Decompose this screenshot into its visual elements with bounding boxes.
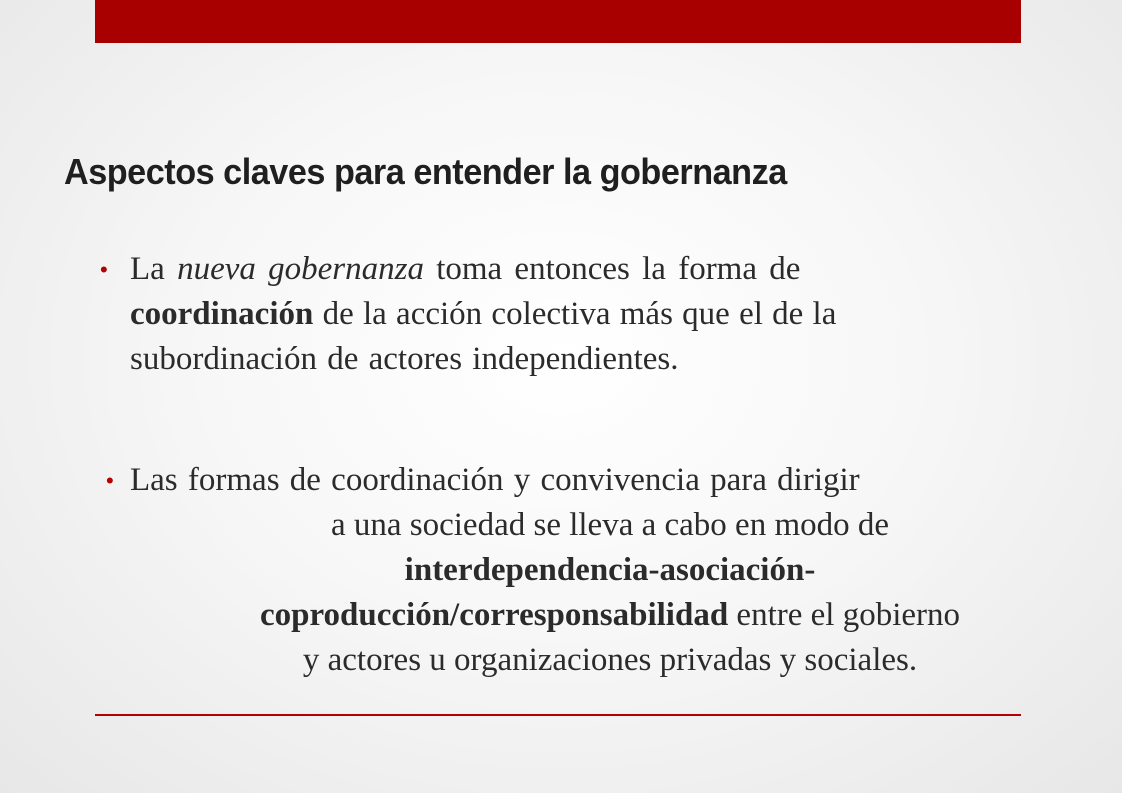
bullet-2-line-1: Las formas de coordinación y convivencia para dirigir: [130, 462, 860, 498]
bullet-2-line-4: coproducción/corresponsabilidad entre el gobierno: [259, 597, 960, 633]
footer-divider: [95, 714, 1021, 716]
bullet-dot-icon: •: [106, 468, 114, 493]
slide-title: Aspectos claves para entender la gobernanza: [64, 151, 787, 192]
bold-keyword: coproducción/corresponsabilidad: [259, 597, 729, 633]
bullet-dot-icon: •: [100, 257, 108, 282]
header-accent-bar: [95, 0, 1021, 43]
bullet-item-1: [100, 247, 1030, 382]
bullet-2-line-5: y actores u organizaciones privadas y sociales.: [302, 642, 918, 678]
bold-keyword: coordinación: [130, 296, 314, 332]
bullet-item-2: [106, 458, 1090, 683]
bold-keyword: interdependencia-asociación-: [404, 552, 816, 588]
bullet-1-line-3: subordinación de actores independientes.: [130, 341, 679, 377]
bullet-2-line-3: [130, 548, 1090, 593]
bullet-1-line-2: coordinación de la acción colectiva más que el de la: [130, 296, 837, 332]
bullet-2-line-2: a una sociedad se lleva a cabo en modo de: [330, 507, 890, 543]
emphasis-text: nueva gobernanza: [177, 251, 424, 287]
bullet-1-line-1: La nueva gobernanza toma entonces la forma de: [130, 251, 801, 287]
